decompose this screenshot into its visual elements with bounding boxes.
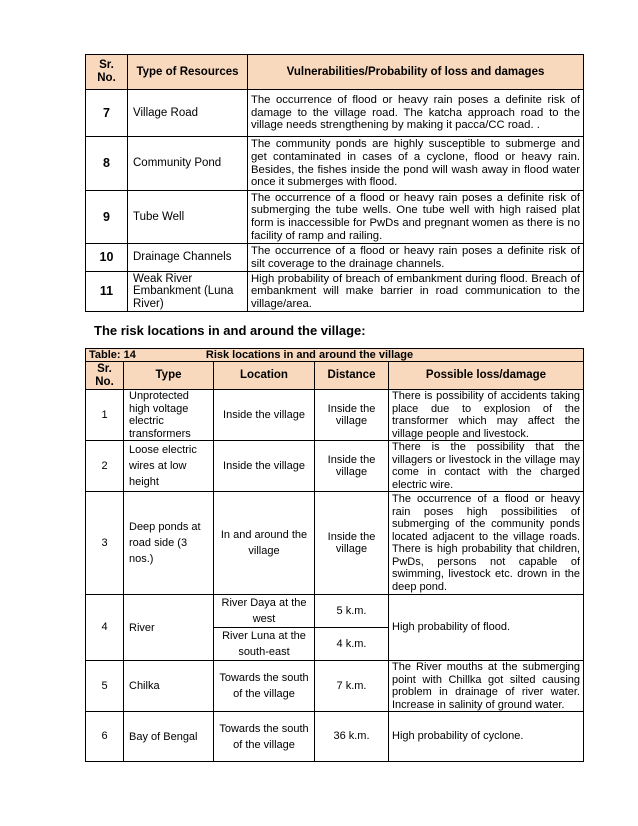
risk-distance: Inside the village <box>315 390 389 441</box>
risk-type: Loose electric wires at low height <box>124 441 214 492</box>
risk-possible-loss: There is the possibility that the villagers or livestock in the village may come in contact with the charged electric wire. <box>389 441 584 492</box>
row-number: 8 <box>86 137 128 191</box>
resource-vulnerability: The occurrence of a flood or heavy rain poses a definite risk of silt coverage to the drainage channels. <box>248 244 584 272</box>
risk-location: Towards the south of the village <box>214 712 315 762</box>
risk-possible-loss: The River mouths at the submerging point with Chillka got silted causing problem in drainage of river water. Increase in salinity of ground water. <box>389 661 584 712</box>
risk-distance: 5 k.m. <box>315 595 389 628</box>
risk-location: River Daya at the west <box>214 595 315 628</box>
risk-distance: Inside the village <box>315 441 389 492</box>
header-type-of-resources: Type of Resources <box>128 55 248 90</box>
table-row <box>86 272 584 312</box>
resources-header-row <box>86 55 584 90</box>
table-label: Table: 14 <box>89 349 136 361</box>
table-row <box>86 90 584 137</box>
table-row <box>86 191 584 244</box>
row-number: 4 <box>86 595 124 661</box>
risk-distance: 36 k.m. <box>315 712 389 762</box>
table-row <box>86 661 584 712</box>
risk-type: Chilka <box>124 661 214 712</box>
risk-location: In and around the village <box>214 492 315 595</box>
risk-distance: 7 k.m. <box>315 661 389 712</box>
risk-locations-table <box>85 348 584 762</box>
header-type: Type <box>124 362 214 390</box>
risk-location: River Luna at the south-east <box>214 628 315 661</box>
risk-type: Bay of Bengal <box>124 712 214 762</box>
risk-location: Towards the south of the village <box>214 661 315 712</box>
table-caption-row <box>86 349 584 362</box>
table-row <box>86 244 584 272</box>
risk-type: Deep ponds at road side (3 nos.) <box>124 492 214 595</box>
row-number: 6 <box>86 712 124 762</box>
resources-table <box>85 54 584 312</box>
table-row <box>86 137 584 191</box>
header-possible-loss: Possible loss/damage <box>389 362 584 390</box>
risk-distance: 4 k.m. <box>315 628 389 661</box>
resource-vulnerability: The occurrence of flood or heavy rain poses a definite risk of damage to the village road. The katcha approach road to the village needs strengthening by making it pacca/CC road. . <box>248 90 584 137</box>
risk-section-heading: The risk locations in and around the village: <box>94 323 366 338</box>
resource-vulnerability: High probability of breach of embankment during flood. Breach of embankment will make barrier in road communication to the village/area. <box>248 272 584 312</box>
resource-vulnerability: The occurrence of a flood or heavy rain poses a definite risk of submerging the tube wells. One tube well with high raised plat form is inaccessible for PwDs and pregnant women as there is no facility of ramp and railing. <box>248 191 584 244</box>
row-number: 5 <box>86 661 124 712</box>
resource-type: Drainage Channels <box>128 244 248 272</box>
resource-type: Village Road <box>128 90 248 137</box>
row-number: 7 <box>86 90 128 137</box>
table-row <box>86 390 584 441</box>
risk-type: River <box>124 595 214 661</box>
resource-type: Community Pond <box>128 137 248 191</box>
risk-possible-loss: The occurrence of a flood or heavy rain poses high possibilities of submerging of the community ponds located adjacent to the village roads. There is high probability that children, PwDs, persons not capable of swimming, livestock etc. drown in the deep pond. <box>389 492 584 595</box>
table-row <box>86 712 584 762</box>
table-title: Risk locations in and around the village <box>205 349 414 361</box>
header-sr-no: Sr. No. <box>86 362 124 390</box>
risk-possible-loss: High probability of cyclone. <box>389 712 584 762</box>
row-number: 3 <box>86 492 124 595</box>
resource-vulnerability: The community ponds are highly susceptible to submerge and get contaminated in cases of a cyclone, flood or heavy rain. Besides, the fishes inside the pond will wash away in flood water once it submerges with flood. <box>248 137 584 191</box>
header-vulnerabilities: Vulnerabilities/Probability of loss and damages <box>248 55 584 90</box>
risk-distance: Inside the village <box>315 492 389 595</box>
table-caption <box>86 349 584 362</box>
row-number: 1 <box>86 390 124 441</box>
row-number: 10 <box>86 244 128 272</box>
risk-location: Inside the village <box>214 390 315 441</box>
row-number: 9 <box>86 191 128 244</box>
resource-type: Tube Well <box>128 191 248 244</box>
table-row <box>86 595 584 628</box>
risk-possible-loss: High probability of flood. <box>389 595 584 661</box>
row-number: 11 <box>86 272 128 312</box>
table-row <box>86 492 584 595</box>
header-sr-no: Sr. No. <box>86 55 128 90</box>
risk-header-row <box>86 362 584 390</box>
table-row <box>86 441 584 492</box>
resource-type: Weak River Embankment (Luna River) <box>128 272 248 312</box>
header-distance: Distance <box>315 362 389 390</box>
risk-location: Inside the village <box>214 441 315 492</box>
risk-possible-loss: There is possibility of accidents taking place due to explosion of the transformer which may affect the village people and livestock. <box>389 390 584 441</box>
row-number: 2 <box>86 441 124 492</box>
header-location: Location <box>214 362 315 390</box>
risk-type: Unprotected high voltage electric transformers <box>124 390 214 441</box>
